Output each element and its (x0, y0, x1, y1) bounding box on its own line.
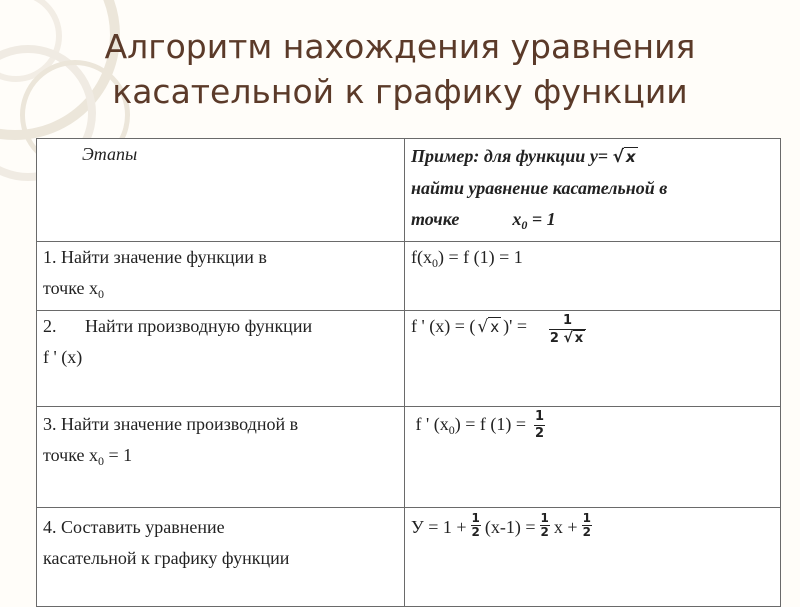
step-cell (37, 407, 405, 508)
fraction-denominator (550, 330, 585, 347)
sqrt-radicand: x (574, 331, 584, 346)
fraction-numerator: 1 (582, 511, 591, 525)
formula-text: f ' (x (411, 414, 449, 434)
derivative-formula (411, 311, 774, 347)
step-text: Найти производную функции (85, 316, 313, 336)
derivative-value-formula (411, 409, 774, 446)
step-text: точке x (43, 445, 99, 465)
formula-text: f(x (411, 247, 432, 267)
x0-variable: x (512, 209, 522, 229)
step-number: 2. (43, 316, 57, 336)
tangent-equation (411, 512, 774, 543)
sqrt-radicand: x (490, 318, 500, 336)
fraction-denominator: 2 (535, 426, 545, 441)
step-3-text: 3. Найти значение производной в (43, 414, 299, 434)
formula-text: f ' (x) = ( (411, 316, 476, 336)
table-header-row (37, 139, 781, 242)
table-row (37, 311, 781, 407)
fraction (540, 512, 550, 539)
header-steps-label: Этапы (82, 144, 138, 164)
formula-text: У = 1 + (411, 517, 467, 537)
fraction-numerator: 1 (549, 313, 586, 330)
fraction (549, 313, 586, 347)
step-2-text (43, 311, 398, 342)
sqrt-x-formula: √ x (563, 330, 584, 346)
fraction (582, 512, 592, 539)
step-1-text: 1. Найти значение функции в (43, 247, 267, 267)
header-example-line-3 (411, 204, 774, 241)
step-cell (37, 311, 405, 407)
fraction-numerator: 1 (540, 511, 549, 525)
subscript: 0 (432, 256, 438, 270)
example-cell (405, 242, 781, 311)
denominator-number: 2 (549, 331, 559, 346)
sqrt-radicand: x (625, 148, 636, 166)
x0-value: = 1 (527, 209, 556, 229)
formula-text: (x-1) = (484, 517, 536, 537)
fraction-numerator: 1 (471, 511, 480, 525)
example-cell (405, 407, 781, 508)
formula-text: x + (553, 517, 578, 537)
sqrt-x-formula: √ x (477, 317, 500, 337)
step-4-text-line-2: касательной к графику функции (43, 548, 290, 568)
table-row (37, 508, 781, 607)
example-cell (405, 311, 781, 407)
slide-title (100, 24, 700, 114)
formula-text: ) = f (1) = (454, 414, 527, 434)
subscript: 0 (98, 287, 105, 301)
formula-text: ) = f (1) = 1 (438, 247, 523, 267)
fraction-numerator: 1 (535, 409, 545, 424)
step-2-text-line-2: f ' (x) (43, 347, 83, 367)
step-1-text-line-2 (43, 273, 398, 310)
table-row (37, 407, 781, 508)
header-example-cell (405, 139, 781, 242)
algorithm-table (36, 138, 781, 607)
subscript: 0 (448, 423, 455, 437)
fraction-denominator: 2 (471, 525, 480, 539)
title-line-2: касательной к графику функции (112, 72, 688, 111)
header-example-line-2: найти уравнение касательной в (411, 178, 668, 198)
step-text: = 1 (104, 445, 133, 465)
header-example-line-1 (411, 141, 774, 173)
sqrt-x-formula: √ x (612, 147, 636, 167)
fraction-denominator: 2 (540, 525, 549, 539)
step-cell (37, 508, 405, 607)
table-row (37, 242, 781, 311)
decorative-circle (0, 0, 62, 82)
subscript: 0 (98, 454, 105, 468)
header-steps-cell (37, 139, 405, 242)
step-3-text-line-2 (43, 440, 398, 477)
fraction (534, 409, 545, 442)
step-cell (37, 242, 405, 311)
fraction-denominator: 2 (582, 525, 591, 539)
title-line-1: Алгоритм нахождения уравнения (104, 27, 696, 66)
example-cell (405, 508, 781, 607)
step-text: точке x (43, 278, 99, 298)
header-example-text: Пример: для функции y= (411, 146, 609, 166)
formula-text: )' = (503, 316, 527, 336)
x0-subscript: 0 (521, 218, 528, 232)
step-4-text: 4. Составить уравнение (43, 517, 225, 537)
fraction (471, 512, 481, 539)
point-label: точке (411, 209, 460, 229)
